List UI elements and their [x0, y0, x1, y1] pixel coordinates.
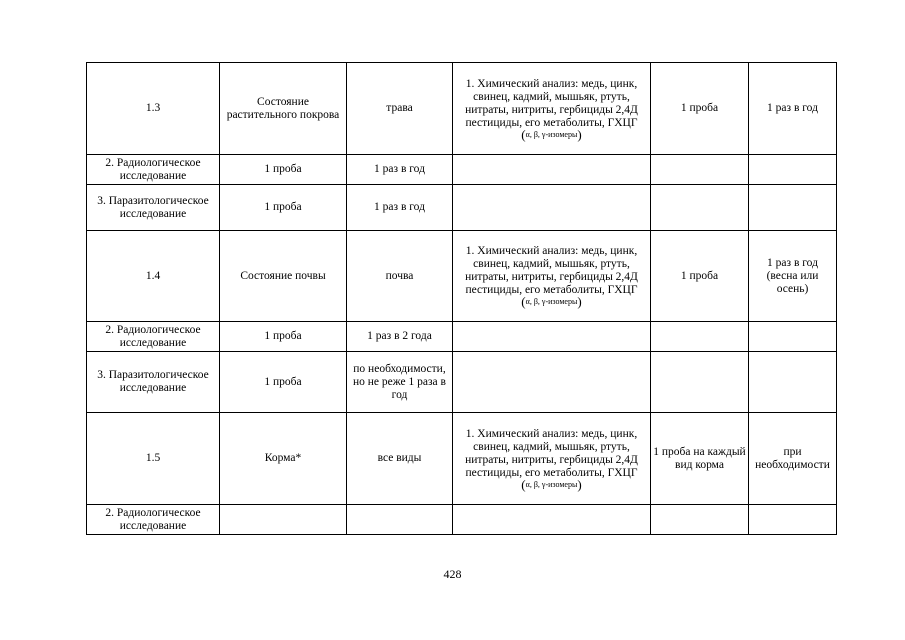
quantity-cell: 1 проба	[220, 185, 347, 231]
analysis-text: 1. Химический анализ: медь, цинк, свинец, кадмий, мышьяк, ртуть, нитраты, нитриты, гербициды 2,4Д пестициды, его метаболиты, ГХЦГ	[465, 77, 638, 129]
study-cell: 2. Радиологическое исследование	[87, 505, 220, 535]
empty-cell	[749, 505, 837, 535]
sample-cell: все виды	[347, 413, 453, 505]
table-row	[87, 63, 837, 155]
quantity-cell: 1 проба	[651, 231, 749, 322]
table-row	[87, 155, 837, 185]
quantity-cell: 1 проба на каждый вид корма	[651, 413, 749, 505]
table-row	[87, 505, 837, 535]
monitoring-table	[86, 62, 837, 535]
analysis-cell	[453, 63, 651, 155]
empty-cell	[651, 505, 749, 535]
empty-cell	[651, 185, 749, 231]
study-cell: 2. Радиологическое исследование	[87, 322, 220, 352]
table-row	[87, 185, 837, 231]
quantity-cell: 1 проба	[220, 352, 347, 413]
empty-cell	[749, 155, 837, 185]
study-cell: 3. Паразитологическое исследование	[87, 352, 220, 413]
isomers-note: (α, β, γ-изомеры)	[521, 126, 582, 142]
frequency-cell: по необходимости, но не реже 1 раза в год	[347, 352, 453, 413]
quantity-cell: 1 проба	[220, 155, 347, 185]
sample-cell: трава	[347, 63, 453, 155]
isomers-note: (α, β, γ-изомеры)	[521, 476, 582, 492]
table-row	[87, 352, 837, 413]
isomers-note: (α, β, γ-изомеры)	[521, 294, 582, 309]
empty-cell	[651, 352, 749, 413]
empty-cell	[453, 155, 651, 185]
empty-cell	[453, 505, 651, 535]
study-cell: 2. Радиологическое исследование	[87, 155, 220, 185]
object-cell: Корма*	[220, 413, 347, 505]
analysis-cell	[453, 413, 651, 505]
quantity-cell: 1 проба	[651, 63, 749, 155]
analysis-text: 1. Химический анализ: медь, цинк, свинец, кадмий, мышьяк, ртуть, нитраты, нитриты, гербициды 2,4Д пестициды, его метаболиты, ГХЦГ	[465, 427, 638, 479]
empty-cell	[749, 185, 837, 231]
page-number: 428	[443, 567, 462, 581]
empty-cell	[453, 322, 651, 352]
table-row	[87, 231, 837, 322]
row-number: 1.3	[87, 63, 220, 155]
frequency-cell: при необходимости	[749, 413, 837, 505]
study-cell: 3. Паразитологическое исследование	[87, 185, 220, 231]
frequency-cell: 1 раз в год	[347, 155, 453, 185]
empty-cell	[749, 322, 837, 352]
object-cell: Состояние растительного покрова	[220, 63, 347, 155]
frequency-cell: 1 раз в год	[347, 185, 453, 231]
row-number: 1.4	[87, 231, 220, 322]
empty-cell	[651, 322, 749, 352]
frequency-cell: 1 раз в 2 года	[347, 322, 453, 352]
row-number: 1.5	[87, 413, 220, 505]
empty-cell	[453, 185, 651, 231]
analysis-text: 1. Химический анализ: медь, цинк, свинец, кадмий, мышьяк, ртуть, нитраты, нитриты, гербициды 2,4Д пестициды, его метаболиты, ГХЦГ	[465, 245, 638, 296]
frequency-cell: 1 раз в год	[749, 63, 837, 155]
quantity-cell: 1 проба	[220, 322, 347, 352]
analysis-cell	[453, 231, 651, 322]
empty-cell	[749, 352, 837, 413]
frequency-cell	[347, 505, 453, 535]
empty-cell	[453, 352, 651, 413]
sample-cell: почва	[347, 231, 453, 322]
quantity-cell	[220, 505, 347, 535]
object-cell: Состояние почвы	[220, 231, 347, 322]
table-row	[87, 322, 837, 352]
frequency-cell: 1 раз в год (весна или осень)	[749, 231, 837, 322]
table-row	[87, 413, 837, 505]
empty-cell	[651, 155, 749, 185]
